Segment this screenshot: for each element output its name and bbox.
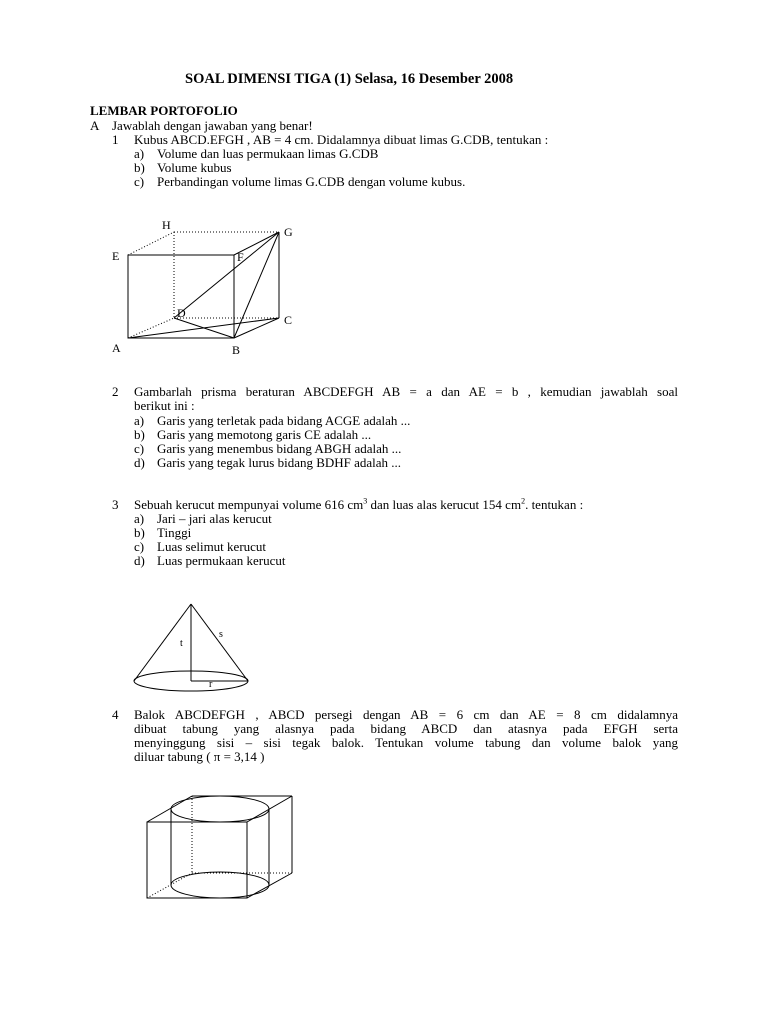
question-1-item-letter: a) [134, 146, 145, 161]
question-4-text-cont: dibuat tabung yang alasnya pada bidang ABCD dan atasnya pada EFGH serta [134, 721, 678, 736]
question-1-text: Kubus ABCD.EFGH , AB = 4 cm. Didalamnya dibuat limas G.CDB, tentukan : [134, 132, 549, 147]
question-2-item: Garis yang tegak lurus bidang BDHF adalah ... [157, 455, 402, 470]
question-1-item: Volume dan luas permukaan limas G.CDB [157, 146, 379, 161]
question-1-item-letter: c) [134, 174, 145, 189]
section-letter: A [90, 118, 100, 133]
question-3-item-letter: c) [134, 539, 145, 554]
question-2-text: Gambarlah prisma beraturan ABCDEFGH AB = a dan AE = b , kemudian jawablah soal [134, 384, 678, 399]
question-2-item-letter: a) [134, 413, 145, 428]
question-2-item-letter: b) [134, 427, 145, 442]
question-2-number: 2 [112, 384, 119, 399]
question-2-item: Garis yang terletak pada bidang ACGE adalah ... [157, 413, 411, 428]
question-2-item: Garis yang menembus bidang ABGH adalah ... [157, 441, 402, 456]
cylinder-bottom [171, 872, 269, 898]
cube-label-d: D [177, 306, 186, 320]
question-2-item-letter: c) [134, 441, 145, 456]
cube-label-b: B [232, 343, 241, 357]
question-1-item-letter: b) [134, 160, 145, 175]
question-1-number: 1 [112, 132, 119, 147]
section-instruction: Jawablah dengan jawaban yang benar! [112, 118, 313, 133]
question-3-item-letter: d) [134, 553, 145, 568]
question-4-text: Balok ABCDEFGH , ABCD persegi dengan AB = 6 cm dan AE = 8 cm didalamnya [134, 707, 678, 722]
question-3-text: Sebuah kerucut mempunyai volume 616 $cm^3$ dan luas alas kerucut 154 $cm^2$. tentukan : [134, 496, 584, 512]
cube-label-c: C [284, 313, 293, 327]
question-4-text-cont: menyinggung sisi – sisi tegak balok. Tentukan volume tabung dan volume balok yang [134, 735, 678, 750]
cone-label-s: s [219, 629, 223, 640]
question-3-number: 3 [112, 497, 119, 512]
question-3-item: Jari – jari alas kerucut [157, 511, 272, 526]
question-3-item-letter: a) [134, 511, 145, 526]
question-2-item: Garis yang memotong garis CE adalah ... [157, 427, 372, 442]
question-3-item: Tinggi [157, 525, 192, 540]
cube-label-e: E [112, 249, 120, 263]
question-3-item: Luas permukaan kerucut [157, 553, 286, 568]
section-heading: LEMBAR PORTOFOLIO [90, 103, 238, 118]
cube-label-g: G [284, 225, 293, 239]
question-4-text-cont: diluar tabung ( π = 3,14 ) [134, 749, 265, 764]
cube-label-h: H [162, 218, 171, 232]
question-3-item-letter: b) [134, 525, 145, 540]
cuboid-front-face [147, 822, 247, 898]
cube-label-a: A [112, 341, 121, 355]
page-title: SOAL DIMENSI TIGA (1) Selasa, 16 Desember 2008 [185, 71, 514, 87]
cone-label-r: r [209, 679, 213, 690]
cube-label-f: F [237, 250, 244, 264]
question-2-text-cont: berikut ini : [134, 398, 195, 413]
cone-label-t: t [180, 638, 183, 649]
cylinder-top [171, 796, 269, 822]
question-1-item: Perbandingan volume limas G.CDB dengan volume kubus. [157, 174, 466, 189]
question-3-item: Luas selimut kerucut [157, 539, 267, 554]
question-4-number: 4 [112, 707, 119, 722]
question-2-item-letter: d) [134, 455, 145, 470]
question-1-item: Volume kubus [157, 160, 232, 175]
